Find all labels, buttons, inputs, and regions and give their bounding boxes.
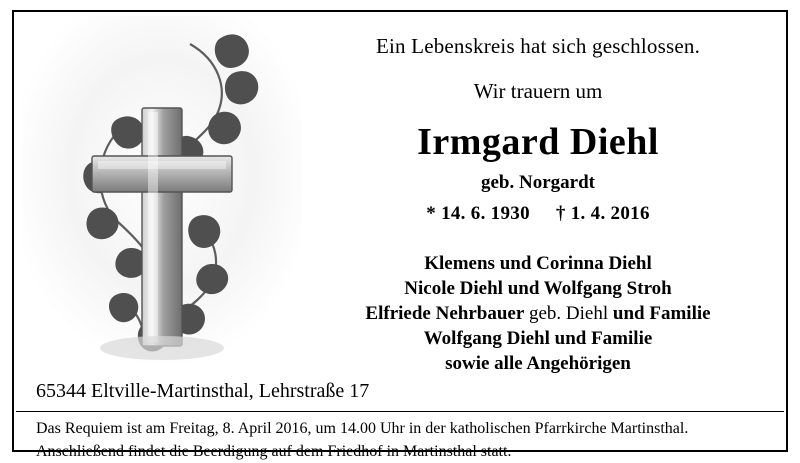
- footer-line-2: Anschließend findet die Beerdigung auf dem Friedhof in Martinsthal statt.: [36, 442, 512, 460]
- birth-date: * 14. 6. 1930: [426, 202, 530, 224]
- list-item: [294, 351, 782, 376]
- family-name-bold: Wolfgang Diehl und Familie: [423, 328, 653, 350]
- list-item: [294, 251, 782, 276]
- divider: [16, 411, 784, 412]
- notice-text-block: [294, 24, 782, 376]
- list-item: [294, 276, 782, 301]
- family-name-bold: Klemens und Corinna Diehl: [424, 252, 652, 274]
- list-item: [294, 326, 782, 351]
- family-list: [294, 251, 782, 376]
- death-date: † 1. 4. 2016: [555, 202, 650, 224]
- family-name-bold-suffix: und Familie: [612, 302, 711, 324]
- family-name-bold: sowie alle Angehörigen: [445, 353, 631, 375]
- opening-line: Ein Lebenskreis hat sich geschlossen.: [375, 34, 701, 58]
- family-name-bold: Nicole Diehl und Wolfgang Stroh: [404, 277, 672, 299]
- obituary-notice-card: [12, 10, 788, 460]
- notice-inner: [14, 12, 786, 460]
- address-line: 65344 Eltville-Martinsthal, Lehrstraße 17: [36, 380, 370, 402]
- mourning-line: Wir trauern um: [473, 79, 603, 103]
- cross-with-ivy-illustration-icon: [22, 16, 302, 368]
- family-name-regular: geb. Diehl: [524, 302, 613, 324]
- deceased-name: Irmgard Diehl: [417, 121, 659, 163]
- family-name-bold: Elfriede Nehrbauer: [365, 302, 525, 324]
- life-dates: [294, 203, 782, 225]
- footer-text: [36, 418, 770, 463]
- maiden-name: geb. Norgardt: [481, 171, 595, 193]
- footer-line-1: Das Requiem ist am Freitag, 8. April 2016, um 14.00 Uhr in der katholischen Pfarrkirche Martinsthal.: [36, 420, 689, 437]
- list-item: [294, 301, 782, 326]
- notice-upper-region: [14, 12, 786, 375]
